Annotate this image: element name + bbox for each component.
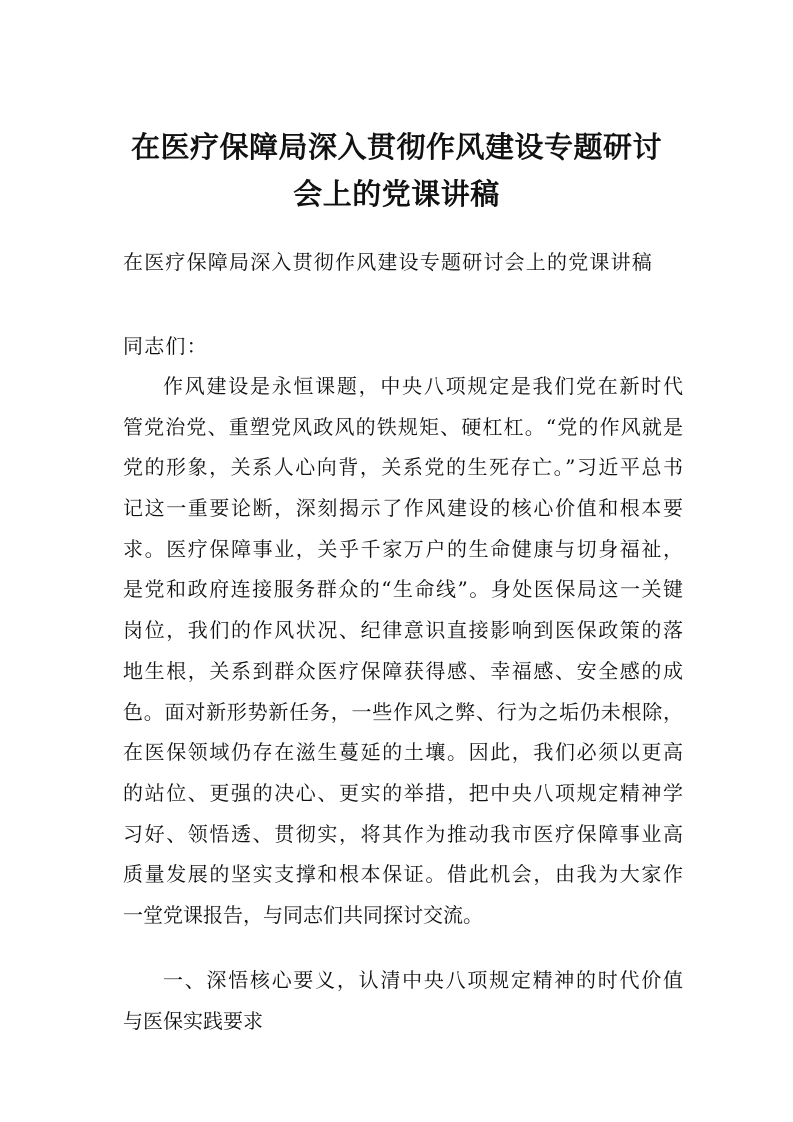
document-title-line-1: 在医疗保障局深入贯彻作风建设专题研讨 [130,130,662,164]
paragraph-line: 质量发展的坚实支撑和根本保证。借此机会，由我为大家作 [123,862,683,887]
section-heading-line: 一、深悟核心要义，认清中央八项规定精神的时代价值 [163,968,683,992]
document-subtitle: 在医疗保障局深入贯彻作风建设专题研讨会上的党课讲稿 [123,250,653,274]
paragraph-line: 的站位、更强的决心、更实的举措，把中央八项规定精神学 [123,780,683,805]
paragraph-line: 在医保领域仍存在滋生蔓延的土壤。因此，我们必须以更高 [123,740,683,765]
section-heading-1 [123,960,683,1041]
section-heading-line: 与医保实践要求 [123,1008,263,1033]
paragraph-intro [123,366,683,936]
paragraph-line: 是党和政府连接服务群众的“生命线”。身处医保局这一关键 [123,577,683,602]
paragraph-line: 一堂党课报告，与同志们共同探讨交流。 [123,902,483,927]
paragraph-line: 求。医疗保障事业，关乎千家万户的生命健康与切身福祉， [123,536,683,561]
paragraph-line: 记这一重要论断，深刻揭示了作风建设的核心价值和根本要 [123,496,683,521]
paragraph-line: 习好、领悟透、贯彻实，将其作为推动我市医疗保障事业高 [123,821,683,846]
paragraph-line: 地生根，关系到群众医疗保障获得感、幸福感、安全感的成 [123,658,683,683]
document-title-line-2: 会上的党课讲稿 [293,177,500,211]
paragraph-line: 党的形象，关系人心向背，关系党的生死存亡。”习近平总书 [123,455,683,480]
greeting: 同志们： [123,334,208,358]
paragraph-line: 作风建设是永恒课题，中央八项规定是我们党在新时代 [163,374,683,398]
paragraph-line: 管党治党、重塑党风政风的铁规矩、硬杠杠。“党的作风就是 [123,414,683,439]
paragraph-line: 岗位，我们的作风状况、纪律意识直接影响到医保政策的落 [123,618,683,643]
paragraph-line: 色。面对新形势新任务，一些作风之弊、行为之垢仍未根除， [123,699,683,724]
